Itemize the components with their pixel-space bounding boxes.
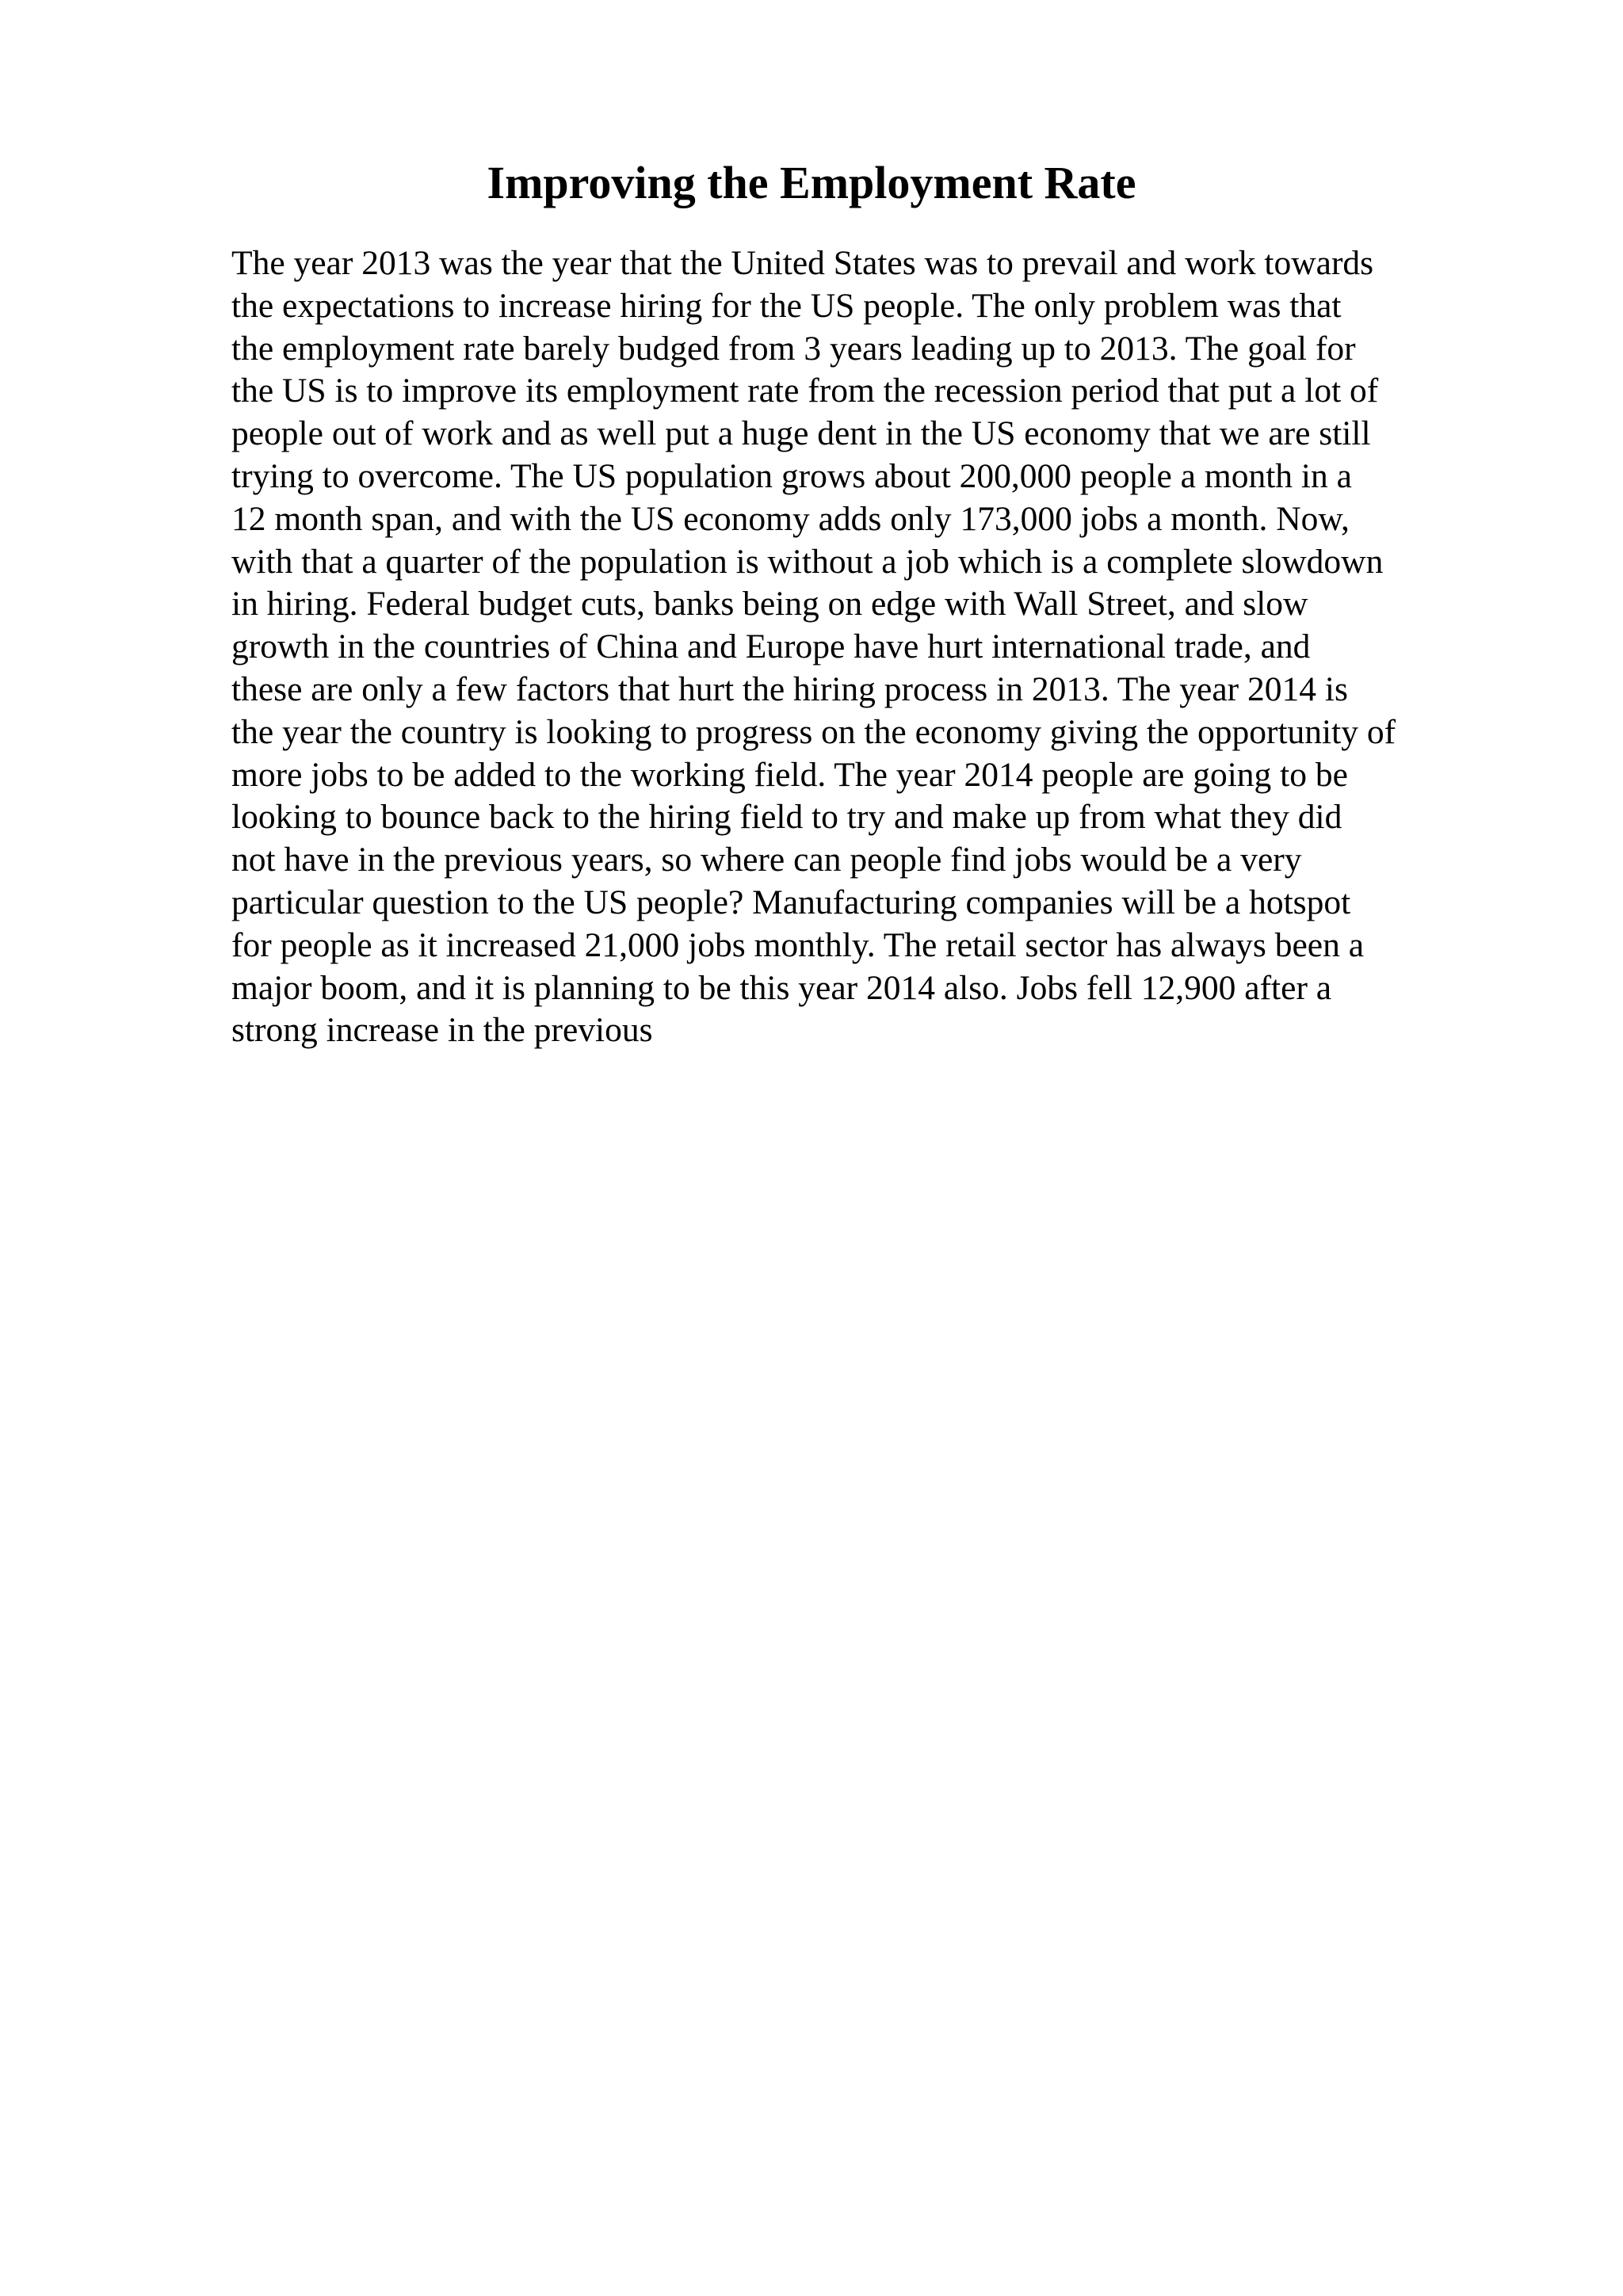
body-line: 12 month span, and with the US economy adds only 173,000 jobs a month. Now, bbox=[231, 499, 1350, 538]
body-line: looking to bounce back to the hiring field to try and make up from what they did bbox=[231, 798, 1342, 837]
body-line: major boom, and it is planning to be this year 2014 also. Jobs fell 12,900 after a bbox=[231, 968, 1332, 1007]
body-line: particular question to the US people? Manufacturing companies will be a hotspot bbox=[231, 883, 1351, 921]
body-line: strong increase in the previous bbox=[231, 1011, 653, 1050]
body-line: for people as it increased 21,000 jobs monthly. The retail sector has always been a bbox=[231, 925, 1365, 964]
body-line: trying to overcome. The US population grows about 200,000 people a month in a bbox=[231, 456, 1352, 495]
body-line: the employment rate barely budged from 3 years leading up to 2013. The goal for bbox=[231, 329, 1356, 368]
body-line: people out of work and as well put a huge dent in the US economy that we are still bbox=[231, 414, 1371, 453]
body-line: with that a quarter of the population is without a job which is a complete slowdown bbox=[231, 542, 1384, 581]
body-line: more jobs to be added to the working field. The year 2014 people are going to be bbox=[231, 755, 1348, 794]
body-line: the US is to improve its employment rate from the recession period that put a lot of bbox=[231, 372, 1379, 410]
document-title: Improving the Employment Rate bbox=[487, 157, 1136, 208]
body-line: these are only a few factors that hurt the hiring process in 2013. The year 2014 is bbox=[231, 669, 1348, 708]
body-line: not have in the previous years, so where can people find jobs would be a very bbox=[231, 841, 1302, 879]
body-line: the year the country is looking to progress on the economy giving the opportunity of bbox=[231, 712, 1396, 751]
body-line: the expectations to increase hiring for the US people. The only problem was that bbox=[231, 286, 1342, 325]
body-line: in hiring. Federal budget cuts, banks being on edge with Wall Street, and slow bbox=[231, 585, 1308, 624]
document-body bbox=[231, 242, 1531, 1052]
body-line: growth in the countries of China and Europe have hurt international trade, and bbox=[231, 627, 1311, 666]
body-line: The year 2013 was the year that the United States was to prevail and work towards bbox=[231, 244, 1374, 282]
